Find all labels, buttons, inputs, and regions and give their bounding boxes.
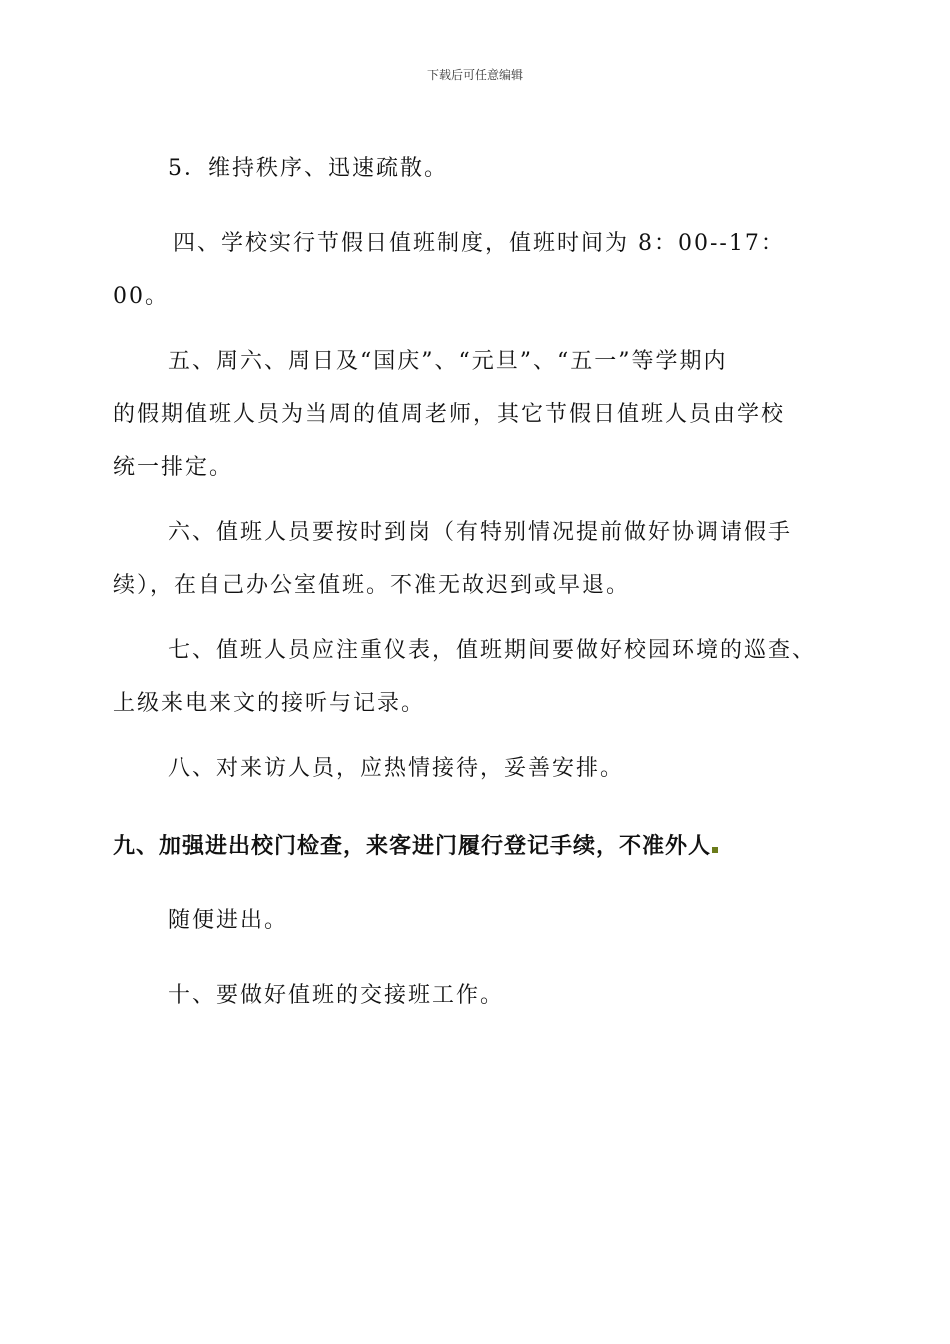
paragraph-line: 十、要做好值班的交接班工作。 (168, 983, 505, 1008)
paragraph-section-4 (113, 217, 843, 323)
paragraph-line: 五、周六、周日及“国庆”、“元旦”、“五一”等学期内 (168, 349, 728, 374)
text-cursor-marker (712, 847, 718, 853)
paragraph-line: 上级来电来文的接听与记录。 (113, 691, 426, 716)
paragraph-line: 八、对来访人员，应热情接待，妥善安排。 (168, 756, 625, 781)
paragraph-line: 的假期值班人员为当周的值周老师，其它节假日值班人员由学校 (113, 402, 786, 427)
paragraph-line-bold (113, 820, 843, 873)
paragraph-section-10 (168, 969, 898, 1022)
paragraph-section-9-continued (168, 894, 898, 947)
paragraph-line: 六、值班人员要按时到岗（有特别情况提前做好协调请假手 (168, 520, 793, 545)
paragraph-section-7 (113, 624, 843, 730)
paragraph-section-8 (168, 742, 898, 795)
paragraph-text: 九、加强进出校门检查，来客进门履行登记手续，不准外人 (113, 834, 712, 859)
paragraph-line: 统一排定。 (113, 455, 234, 480)
paragraph-line: 00。 (113, 284, 169, 309)
paragraph-line: 随便进出。 (168, 908, 289, 933)
page-header: 下载后可任意编辑 (426, 68, 523, 82)
paragraph-section-6 (113, 506, 843, 612)
paragraph-section-5 (113, 335, 843, 494)
paragraph-line: 七、值班人员应注重仪表，值班期间要做好校园环境的巡查、 (168, 638, 817, 663)
paragraph-line: 续），在自己办公室值班。不准无故迟到或早退。 (113, 573, 631, 598)
paragraph-line: 5．维持秩序、迅速疏散。 (168, 156, 448, 181)
paragraph-item-5 (168, 142, 898, 195)
paragraph-line: 四、学校实行节假日值班制度，值班时间为 8：00--17： (173, 231, 785, 256)
paragraph-section-9 (113, 820, 843, 873)
